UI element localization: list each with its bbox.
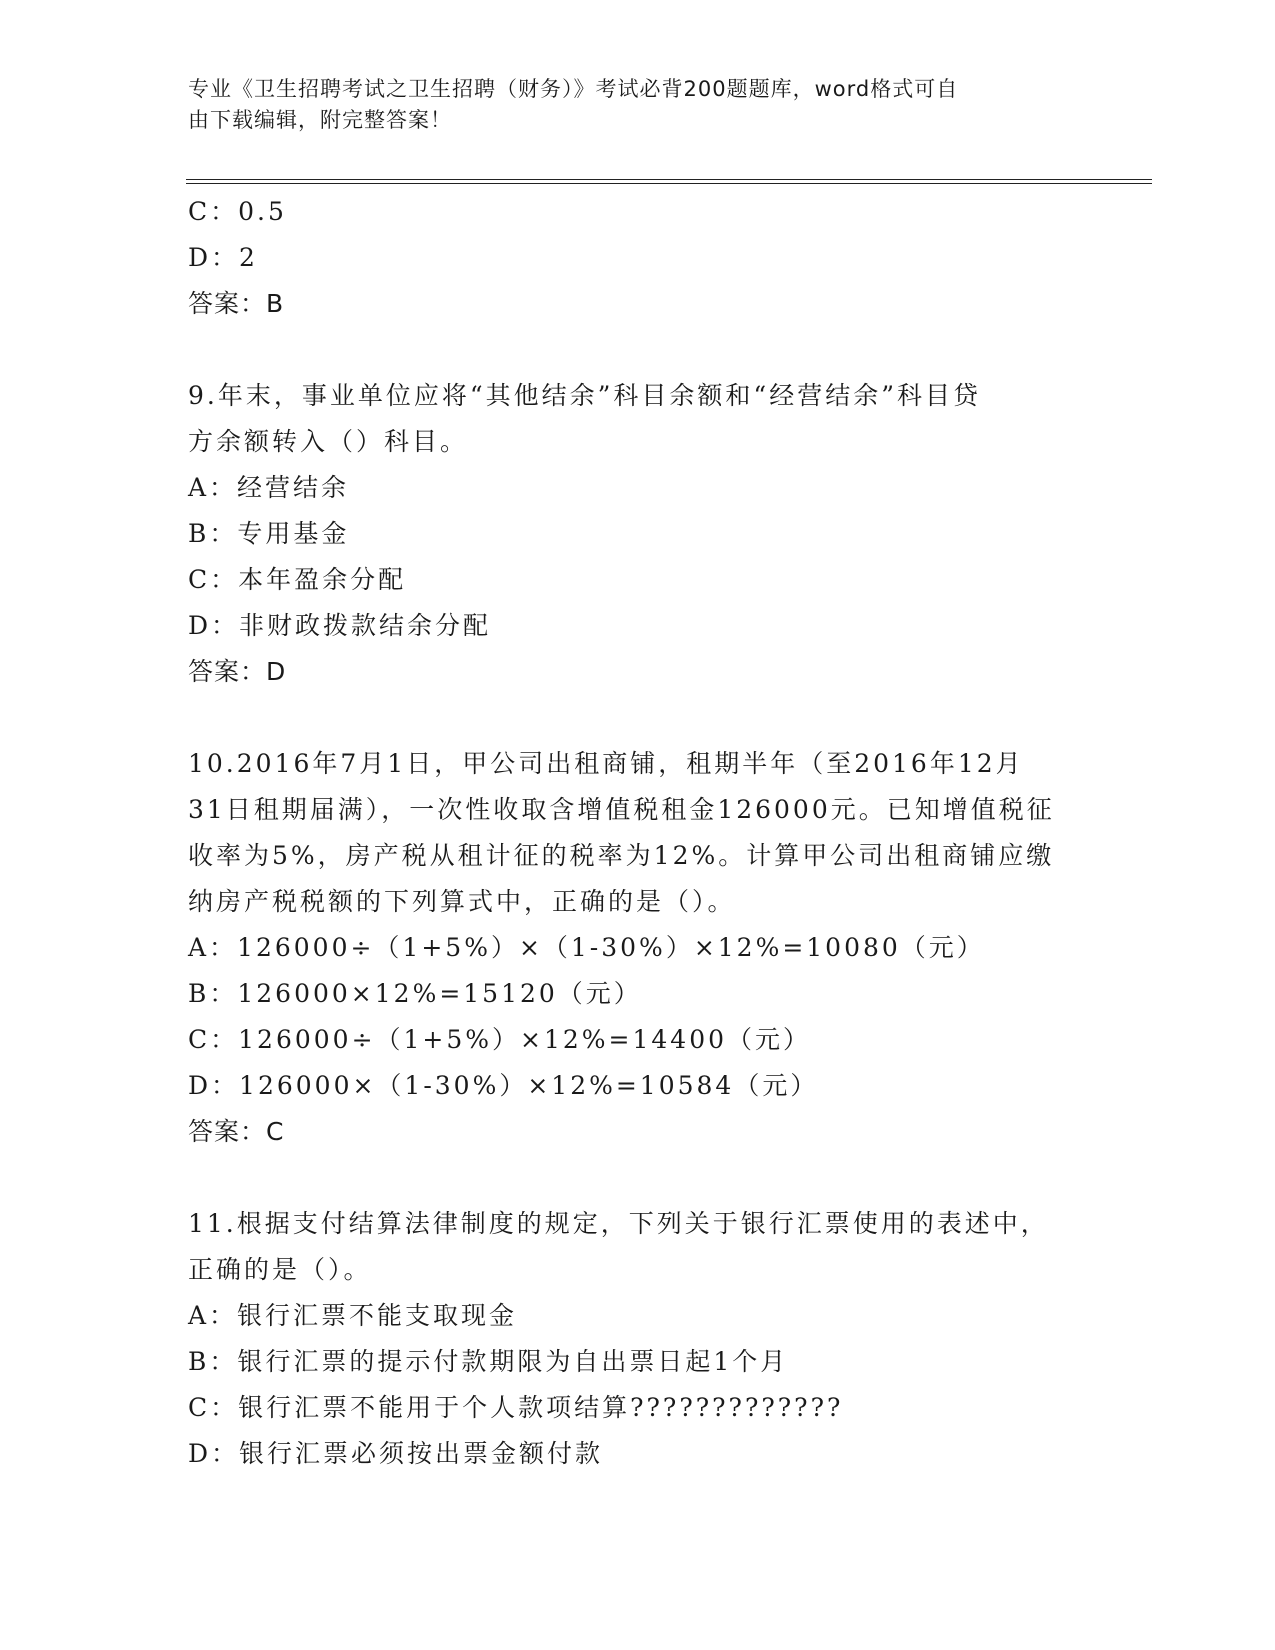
question-stem: 收率为5%，房产税从租计征的税率为12%。计算甲公司出租商铺应缴 [188,841,1055,870]
option-a: A：银行汇票不能支取现金 [188,1301,518,1330]
question-stem: 纳房产税税额的下列算式中，正确的是（）。 [188,887,736,916]
option-b: B：126000×12%=15120（元） [188,979,642,1008]
question-stem: 11.根据支付结算法律制度的规定，下列关于银行汇票使用的表述中， [188,1209,1049,1238]
question-stem: 10.2016年7月1日，甲公司出租商铺，租期半年（至2016年12月 [188,749,1024,778]
document-body [188,189,1088,1477]
answer-label: 答案：C [188,1117,285,1146]
header-rule-bottom [186,183,1152,184]
question-stem: 9.年末，事业单位应将“其他结余”科目余额和“经营结余”科目贷 [188,381,981,410]
spacer [188,327,1088,373]
option-a: A：经营结余 [188,473,350,502]
header-line-2: 由下载编辑，附完整答案！ [188,108,452,132]
option-c: C：银行汇票不能用于个人款项结算????????????? [188,1393,844,1422]
option-d: D：2 [188,243,258,272]
question-stem: 方余额转入（）科目。 [188,427,469,456]
option-c: C：126000÷（1+5%）×12%=14400（元） [188,1025,812,1054]
spacer [188,1155,1088,1201]
question-stem: 正确的是（）。 [188,1255,372,1284]
option-a: A：126000÷（1+5%）×（1-30%）×12%=10080（元） [188,933,985,962]
spacer [188,695,1088,741]
answer-label: 答案：D [188,657,287,686]
page-header [188,74,1088,136]
option-c: C：0.5 [188,197,287,226]
question-11 [188,1201,1088,1477]
question-10 [188,741,1088,1155]
question-stem: 31日租期届满），一次性收取含增值税租金126000元。已知增值税征 [188,795,1055,824]
option-d: D：126000×（1-30%）×12%=10584（元） [188,1071,819,1100]
option-b: B：银行汇票的提示付款期限为自出票日起1个月 [188,1347,789,1376]
previous-question [188,189,1088,327]
header-line-1: 专业《卫生招聘考试之卫生招聘（财务）》考试必背200题题库，word格式可自 [188,77,959,101]
question-9 [188,373,1088,695]
answer-label: 答案：B [188,289,285,318]
option-b: B：专用基金 [188,519,350,548]
option-c: C：本年盈余分配 [188,565,407,594]
header-rule-top [186,179,1152,180]
option-d: D：非财政拨款结余分配 [188,611,492,640]
option-d: D：银行汇票必须按出票金额付款 [188,1439,604,1468]
